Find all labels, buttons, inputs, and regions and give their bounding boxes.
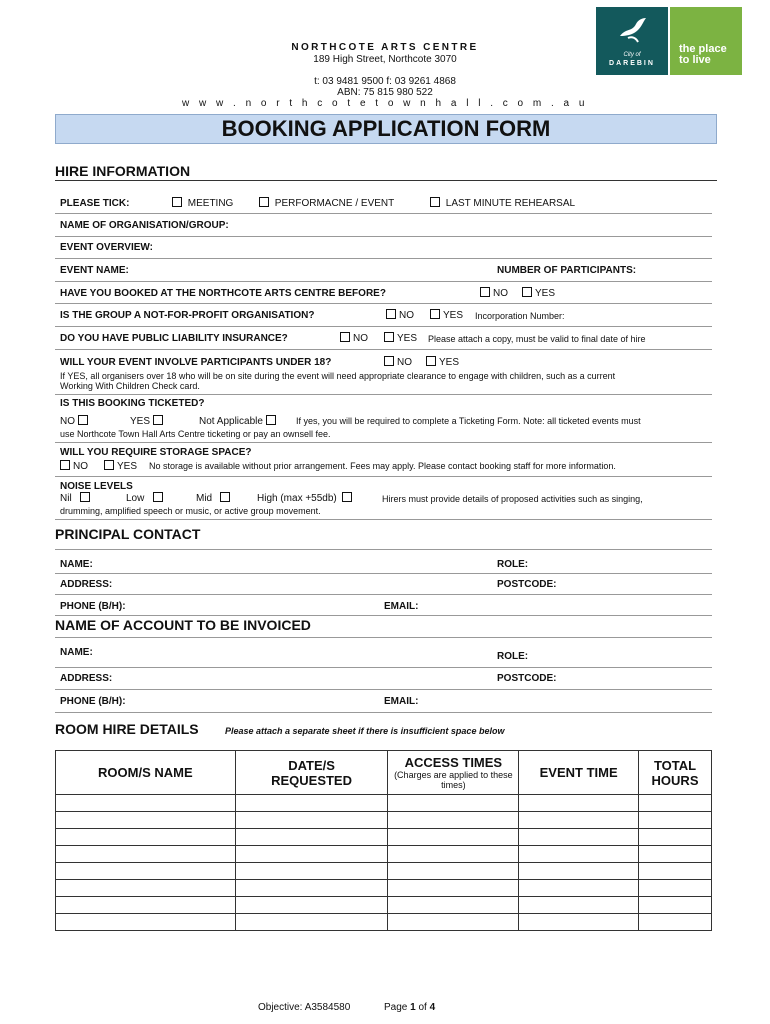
event-name-field[interactable]: EVENT NAME: [60,265,129,276]
yes-label: YES [117,461,138,472]
table-row[interactable] [56,829,712,846]
row-rule [55,519,712,520]
checkbox[interactable] [153,415,163,425]
row-rule [55,594,712,595]
row-rule [55,476,712,477]
under18-question: WILL YOUR EVENT INVOLVE PARTICIPANTS UNDER 18? [60,357,332,368]
table-row[interactable] [56,863,712,880]
col-total-line-1: TOTAL [653,757,697,773]
table-cell[interactable] [388,914,519,931]
page-number [384,1002,435,1013]
table-cell[interactable] [56,880,236,897]
not-applicable-label: Not Applicable [199,416,263,427]
low-label: Low [126,493,145,504]
table-cell[interactable] [388,863,519,880]
please-tick-label: PLEASE TICK: [60,198,130,209]
table-cell[interactable] [388,897,519,914]
tagline-line-2: to live [679,54,711,66]
section-rule [55,180,717,181]
booked-before-yes[interactable] [522,287,555,299]
principal-name-field[interactable]: NAME: [60,559,93,570]
invoice-section-title: NAME OF ACCOUNT TO BE INVOICED [55,617,311,633]
invoice-postcode-field[interactable]: POSTCODE: [497,673,557,684]
page-total: 4 [429,1002,436,1013]
liability-note: Please attach a copy, must be valid to final date of hire [428,334,646,344]
performance-option[interactable] [259,197,394,209]
invoice-email-field[interactable]: EMAIL: [384,696,419,707]
table-cell[interactable] [235,812,388,829]
org-name: NORTHCOTE ARTS CENTRE [291,42,479,53]
hire-section-title: HIRE INFORMATION [55,163,191,179]
ticketed-na[interactable] [199,415,279,427]
table-cell[interactable] [388,880,519,897]
table-cell[interactable] [639,880,712,897]
checkbox[interactable] [60,460,70,470]
table-row[interactable] [56,795,712,812]
nil-label: Nil [60,493,72,504]
table-row[interactable] [56,914,712,931]
room-hire-table [55,750,712,931]
no-label: NO [73,461,88,472]
meeting-label: MEETING [187,198,234,209]
checkbox[interactable] [340,332,350,342]
row-rule [55,326,712,327]
checkbox[interactable] [430,309,440,319]
row-rule [55,303,712,304]
org-website[interactable]: w w w . n o r t h c o t e t o w n h a l l . c o m . a u [182,98,588,109]
org-name-field[interactable]: NAME OF ORGANISATION/GROUP: [60,220,229,231]
storage-question: WILL YOU REQUIRE STORAGE SPACE? [60,447,252,458]
table-cell[interactable] [56,897,236,914]
col-access-title: ACCESS TIMES [404,755,503,770]
table-cell[interactable] [639,795,712,812]
form-title: BOOKING APPLICATION FORM [221,116,551,141]
checkbox[interactable] [384,332,394,342]
table-cell[interactable] [235,795,388,812]
noise-note-line-1: Hirers must provide details of proposed activities such as singing, [382,494,643,504]
table-cell[interactable] [388,795,519,812]
no-label: NO [399,310,414,321]
row-rule [55,281,712,282]
yes-label: YES [397,333,418,344]
under18-yes[interactable] [426,356,459,368]
table-row[interactable] [56,812,712,829]
checkbox[interactable] [384,356,394,366]
table-cell[interactable] [388,829,519,846]
checkbox[interactable] [78,415,88,425]
no-label: NO [397,357,412,368]
nfp-no[interactable] [386,309,414,321]
page-current: 1 [410,1002,416,1013]
table-cell[interactable] [56,829,236,846]
logo-city-of: City of [623,52,641,58]
table-cell[interactable] [519,914,639,931]
noise-mid[interactable] [196,492,233,504]
page-of: of [418,1002,427,1013]
principal-email-field[interactable]: EMAIL: [384,601,419,612]
yes-label: YES [130,416,151,427]
no-label: NO [493,288,508,299]
row-rule [55,637,712,638]
col-dates [235,751,388,795]
mid-label: Mid [196,493,213,504]
table-cell[interactable] [56,914,236,931]
table-cell[interactable] [235,880,388,897]
event-overview-field[interactable]: EVENT OVERVIEW: [60,242,153,253]
checkbox[interactable] [266,415,276,425]
col-access [388,751,519,795]
invoice-phone-field[interactable]: PHONE (B/H): [60,696,126,707]
yes-label: YES [439,357,460,368]
incorporation-number-field[interactable]: Incorporation Number: [475,311,565,321]
performance-checkbox[interactable] [259,197,269,207]
under18-note-line-1: If YES, all organisers over 18 who will be on site during the event will need appropriate clearance to engage with children, such as a current [60,371,616,381]
table-cell[interactable] [56,863,236,880]
storage-note: No storage is available without prior arrangement. Fees may apply. Please contact booking staff for more information. [149,461,616,471]
principal-postcode-field[interactable]: POSTCODE: [497,579,557,590]
checkbox[interactable] [386,309,396,319]
row-rule [55,667,712,668]
table-cell[interactable] [639,914,712,931]
booked-before-no[interactable] [480,287,508,299]
col-room-name: ROOM/S NAME [56,751,236,795]
yes-label: YES [535,288,556,299]
row-rule [55,442,712,443]
ticketed-yes[interactable] [130,415,166,427]
meeting-option[interactable] [172,197,233,209]
checkbox[interactable] [342,492,352,502]
yes-label: YES [443,310,464,321]
table-cell[interactable] [519,863,639,880]
table-cell[interactable] [519,846,639,863]
high-label: High (max +55db) [257,493,337,504]
liability-no[interactable] [340,332,368,344]
under18-note-line-2: Working With Children Check card. [60,381,200,391]
noise-note-line-2: drumming, amplified speech or music, or active group movement. [60,506,321,516]
checkbox[interactable] [220,492,230,502]
invoice-role-field[interactable]: ROLE: [497,651,529,662]
booked-before-question: HAVE YOU BOOKED AT THE NORTHCOTE ARTS CENTRE BEFORE? [60,288,386,299]
table-cell[interactable] [56,846,236,863]
row-rule [55,712,712,713]
row-rule [55,213,712,214]
noise-nil[interactable] [60,492,93,504]
table-cell[interactable] [519,880,639,897]
rehearsal-checkbox[interactable] [430,197,440,207]
rooms-note: Please attach a separate sheet if there is insufficient space below [225,726,505,736]
col-total-line-2: HOURS [651,772,699,788]
checkbox[interactable] [480,287,490,297]
ticketed-note-line-1: If yes, you will be required to complete a Ticketing Form. Note: all ticketed events must [296,416,641,426]
col-event-time: EVENT TIME [519,751,639,795]
no-label: NO [353,333,368,344]
table-cell[interactable] [235,863,388,880]
table-cell[interactable] [639,897,712,914]
table-row[interactable] [56,880,712,897]
table-cell[interactable] [56,812,236,829]
not-for-profit-question: IS THE GROUP A NOT-FOR-PROFIT ORGANISATION? [60,310,315,321]
row-rule [55,689,712,690]
objective-reference: Objective: A3584580 [258,1002,351,1013]
noise-low[interactable] [126,492,166,504]
principal-address-field[interactable]: ADDRESS: [60,579,113,590]
row-rule [55,394,712,395]
col-dates-line-1: DATE/S [288,757,335,773]
table-cell[interactable] [56,795,236,812]
page-prefix: Page [384,1002,408,1013]
invoice-name-field[interactable]: NAME: [60,647,93,658]
checkbox[interactable] [80,492,90,502]
liability-question: DO YOU HAVE PUBLIC LIABILITY INSURANCE? [60,333,288,344]
table-cell[interactable] [235,829,388,846]
tagline-line-1: the place [679,43,727,55]
table-cell[interactable] [639,812,712,829]
noise-levels-label: NOISE LEVELS [60,481,133,492]
table-row[interactable] [56,897,712,914]
rehearsal-label: LAST MINUTE REHEARSAL [445,198,576,209]
table-cell[interactable] [519,812,639,829]
no-label: NO [60,416,75,427]
table-cell[interactable] [235,846,388,863]
participants-field[interactable]: NUMBER OF PARTICIPANTS: [497,265,637,276]
col-total-hours [639,751,712,795]
principal-section-title: PRINCIPAL CONTACT [55,526,201,542]
table-cell[interactable] [388,812,519,829]
performance-label: PERFORMACNE / EVENT [274,198,395,209]
checkbox[interactable] [104,460,114,470]
invoice-address-field[interactable]: ADDRESS: [60,673,113,684]
org-abn: ABN: 75 815 980 522 [337,87,433,98]
table-cell[interactable] [519,829,639,846]
table-cell[interactable] [235,914,388,931]
row-rule [55,573,712,574]
principal-phone-field[interactable]: PHONE (B/H): [60,601,126,612]
under18-no[interactable] [384,356,412,368]
ticketed-no[interactable] [60,415,91,427]
table-cell[interactable] [519,795,639,812]
storage-yes[interactable] [104,460,137,472]
checkbox[interactable] [153,492,163,502]
col-access-subtitle: (Charges are applied to these times) [394,770,513,790]
row-rule [55,349,712,350]
col-dates-line-2: REQUESTED [271,772,352,788]
table-cell[interactable] [388,846,519,863]
table-cell[interactable] [639,829,712,846]
nfp-yes[interactable] [430,309,463,321]
checkbox[interactable] [426,356,436,366]
table-cell[interactable] [235,897,388,914]
checkbox[interactable] [522,287,532,297]
noise-high[interactable] [257,492,355,504]
row-rule [55,549,712,550]
row-rule [55,236,712,237]
org-address: 189 High Street, Northcote 3070 [313,54,457,65]
meeting-checkbox[interactable] [172,197,182,207]
table-row[interactable] [56,846,712,863]
rooms-section-title: ROOM HIRE DETAILS [55,721,199,737]
principal-role-field[interactable]: ROLE: [497,559,529,570]
table-cell[interactable] [519,897,639,914]
storage-no[interactable] [60,460,88,472]
table-cell[interactable] [639,863,712,880]
org-phones: t: 03 9481 9500 f: 03 9261 4868 [314,76,456,87]
ticketed-note-line-2: use Northcote Town Hall Arts Centre ticketing or pay an ownsell fee. [60,429,331,439]
table-cell[interactable] [639,846,712,863]
logo-council-name: DAREBIN [609,60,655,67]
rehearsal-option[interactable] [430,197,575,209]
row-rule [55,258,712,259]
table-header-row [56,751,712,795]
row-rule [55,615,712,616]
liability-yes[interactable] [384,332,417,344]
ticketed-question: IS THIS BOOKING TICKETED? [60,398,205,409]
